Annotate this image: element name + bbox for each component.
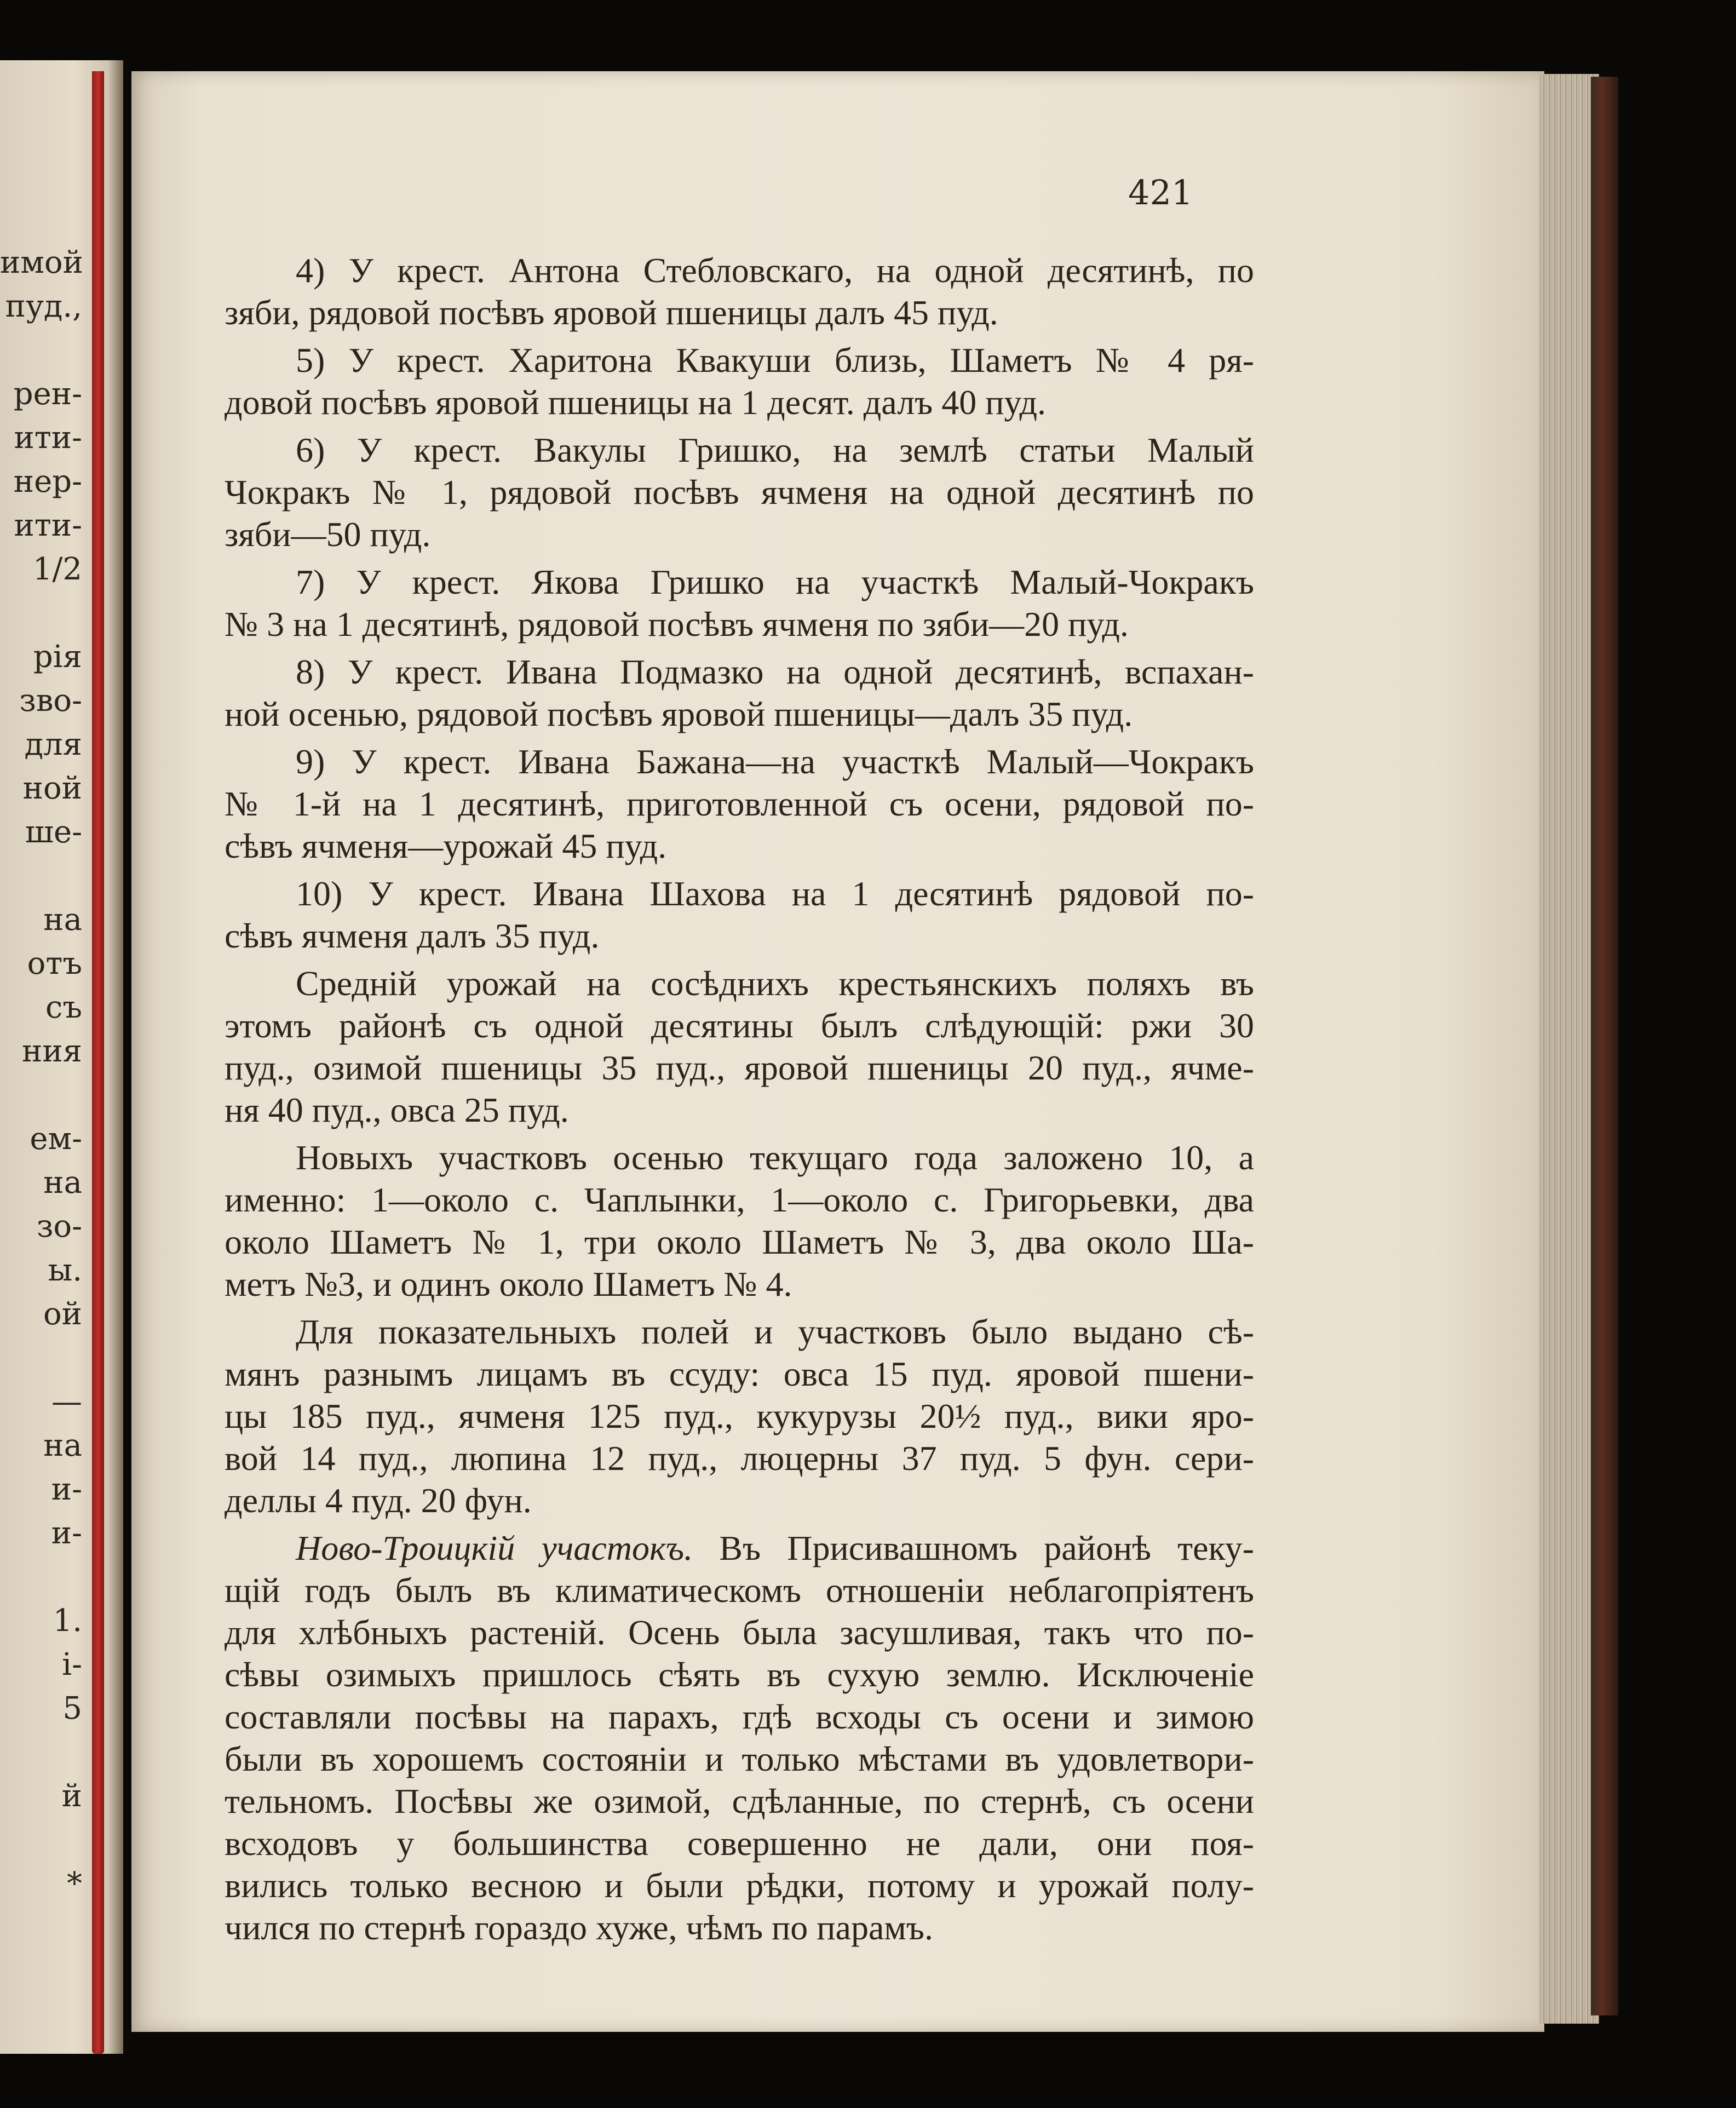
paragraph bbox=[225, 651, 1254, 735]
text-line: № 1-й на 1 десятинѣ, приготовленной съ осени, рядовой по- bbox=[225, 784, 1254, 823]
text-line: щій годъ былъ въ климатическомъ отношеніи неблагопріятенъ bbox=[225, 1571, 1254, 1610]
previous-page-fragment: 1/2 bbox=[32, 552, 82, 587]
text-line: около Шаметъ № 1, три около Шаметъ № 3, два около Ша- bbox=[225, 1222, 1254, 1261]
previous-page-fragment: нер- bbox=[13, 464, 82, 499]
previous-page-fragment: отъ bbox=[27, 946, 82, 981]
paragraph bbox=[225, 339, 1254, 423]
paragraph-gap bbox=[225, 1521, 1254, 1527]
text-line: именно: 1—около с. Чаплынки, 1—около с. Григорьевки, два bbox=[225, 1180, 1254, 1219]
previous-page-fragment: ной bbox=[22, 771, 82, 806]
text-line: были въ хорошемъ состояніи и только мѣстами въ удовлетвори- bbox=[225, 1739, 1254, 1778]
text-line: зяби, рядовой посѣвъ яровой пшеницы далъ 45 пуд. bbox=[225, 293, 998, 332]
previous-page-fragment bbox=[0, 1818, 82, 1862]
previous-page-fragment: ы. bbox=[48, 1253, 82, 1288]
previous-page-fragment: на bbox=[43, 1428, 82, 1463]
paragraph-gap bbox=[225, 555, 1254, 561]
previous-page-fragment: * bbox=[67, 1866, 82, 1902]
text-line: 4) У крест. Антона Стебловскаго, на одной десятинѣ, по bbox=[296, 251, 1254, 290]
text-line: вой 14 пуд., люпина 12 пуд., люцерны 37 пуд. 5 фун. сери- bbox=[225, 1439, 1254, 1478]
previous-page-fragment bbox=[0, 1336, 82, 1380]
text-line: Чокракъ № 1, рядовой посѣвъ ячменя на одной десятинѣ по bbox=[225, 473, 1254, 512]
previous-page-fragment: для bbox=[24, 727, 82, 762]
previous-page-fragment bbox=[0, 329, 82, 372]
book-cover-edge bbox=[1591, 77, 1618, 2015]
text-line: сѣвъ ячменя—урожай 45 пуд. bbox=[225, 826, 667, 865]
page-number: 421 bbox=[1128, 173, 1193, 212]
text-line: для хлѣбныхъ растеній. Осень была засушливая, такъ что по- bbox=[225, 1613, 1254, 1652]
previous-page-fragment: имой bbox=[0, 245, 83, 280]
text-line: составляли посѣвы на парахъ, гдѣ всходы съ осени и зимою bbox=[225, 1697, 1254, 1736]
paragraph-gap bbox=[225, 1131, 1254, 1136]
text-line: всходовъ у большинства совершенно не дали, они поя- bbox=[225, 1824, 1254, 1863]
previous-page-fragment: ити- bbox=[14, 508, 82, 543]
text-line: пуд., озимой пшеницы 35 пуд., яровой пшеницы 20 пуд., ячме- bbox=[225, 1048, 1254, 1087]
text-line: ной осенью, рядовой посѣвъ яровой пшеницы—далъ 35 пуд. bbox=[225, 694, 1133, 733]
previous-page-fragment bbox=[0, 854, 82, 898]
previous-page-fragment: на bbox=[43, 902, 82, 938]
text-line: довой посѣвъ яровой пшеницы на 1 десят. далъ 40 пуд. bbox=[225, 383, 1047, 422]
paragraph-gap bbox=[225, 735, 1254, 740]
page-text bbox=[225, 249, 1254, 1954]
previous-page-fragment: 1. bbox=[53, 1603, 82, 1639]
text-line: Новыхъ участковъ осенью текущаго года заложено 10, а bbox=[296, 1138, 1254, 1177]
previous-page-fragment: съ bbox=[45, 990, 82, 1025]
text-line: сѣвы озимыхъ пришлось сѣять въ сухую землю. Исключеніе bbox=[225, 1655, 1254, 1694]
previous-page-fragment: пуд., bbox=[5, 289, 82, 324]
text-line: 5) У крест. Харитона Квакуши близь, Шаметъ № 4 ря- bbox=[296, 341, 1254, 380]
paragraph bbox=[225, 872, 1254, 957]
previous-page-fragment: ем- bbox=[30, 1121, 82, 1157]
text-line: чился по стернѣ гораздо хуже, чѣмъ по парамъ. bbox=[225, 1908, 933, 1947]
text-line: 9) У крест. Ивана Бажана—на участкѣ Малый—Чокракъ bbox=[296, 742, 1254, 781]
paragraph bbox=[225, 740, 1254, 867]
paragraph-gap bbox=[225, 1949, 1254, 1954]
paragraph bbox=[225, 1527, 1254, 1949]
text-line: тельномъ. Посѣвы же озимой, сдѣланные, по стернѣ, съ осени bbox=[225, 1782, 1254, 1820]
text-line: Средній урожай на сосѣднихъ крестьянскихъ поляхъ въ bbox=[296, 964, 1254, 1003]
previous-page-fragment bbox=[0, 1731, 82, 1774]
text-line: метъ №3, и одинъ около Шаметъ № 4. bbox=[225, 1265, 792, 1303]
previous-page-fragment: ния bbox=[22, 1033, 82, 1069]
text-line: 7) У крест. Якова Гришко на участкѣ Малый-Чокракъ bbox=[296, 562, 1254, 601]
previous-page-fragment bbox=[0, 1555, 82, 1599]
text-line: 8) У крест. Ивана Подмазко на одной десятинѣ, вспахан- bbox=[296, 652, 1254, 691]
previous-page-fragment: и- bbox=[51, 1472, 82, 1507]
paragraph-gap bbox=[225, 645, 1254, 651]
previous-page-fragment bbox=[0, 591, 82, 635]
text-line: мянъ разнымъ лицамъ въ ссуду: овса 15 пуд. яровой пшени- bbox=[225, 1354, 1254, 1393]
previous-page-fragment: — bbox=[51, 1384, 82, 1420]
previous-page-fragment: зво- bbox=[19, 683, 82, 719]
previous-page-fragment: ити- bbox=[14, 420, 82, 456]
text-line: 10) У крест. Ивана Шахова на 1 десятинѣ рядовой по- bbox=[296, 874, 1254, 913]
text-line: этомъ районѣ съ одной десятины былъ слѣдующій: ржи 30 bbox=[225, 1006, 1254, 1045]
text-line: 6) У крест. Вакулы Гришко, на землѣ статьи Малый bbox=[296, 430, 1254, 469]
text-line: зяби—50 пуд. bbox=[225, 515, 431, 554]
paragraph-gap bbox=[225, 334, 1254, 339]
paragraph bbox=[225, 429, 1254, 555]
paragraph-gap bbox=[225, 1305, 1254, 1311]
text-line: цы 185 пуд., ячменя 125 пуд., кукурузы 20½ пуд., вики яро- bbox=[225, 1397, 1254, 1435]
page-stack-edge bbox=[1539, 74, 1599, 2024]
previous-page-fragment: 5 bbox=[62, 1691, 82, 1726]
text-line: вились только весною и были рѣдки, потому и урожай полу- bbox=[225, 1866, 1254, 1905]
previous-page-fragments bbox=[0, 241, 82, 1906]
text-line: ня 40 пуд., овса 25 пуд. bbox=[225, 1090, 569, 1129]
previous-page-fragment: й bbox=[61, 1778, 82, 1814]
text-line: деллы 4 пуд. 20 фун. bbox=[225, 1481, 532, 1520]
paragraph bbox=[225, 249, 1254, 334]
paragraph-gap bbox=[225, 957, 1254, 962]
paragraph bbox=[225, 962, 1254, 1131]
previous-page-fragment bbox=[0, 1073, 82, 1117]
text-line bbox=[225, 1527, 1254, 1569]
text-line: Для показательныхъ полей и участковъ было выдано сѣ- bbox=[296, 1312, 1254, 1351]
previous-page-fragment: рен- bbox=[13, 376, 82, 412]
previous-page-fragment: на bbox=[43, 1165, 82, 1201]
paragraph-gap bbox=[225, 867, 1254, 872]
previous-page-fragment: рія bbox=[33, 639, 82, 675]
paragraph bbox=[225, 561, 1254, 645]
text-line: сѣвъ ячменя далъ 35 пуд. bbox=[225, 916, 600, 955]
previous-page-fragment: и- bbox=[51, 1515, 82, 1551]
previous-page-fragment: i- bbox=[62, 1647, 82, 1682]
red-page-edge bbox=[92, 71, 104, 2054]
paragraph-gap bbox=[225, 423, 1254, 429]
previous-page-sliver bbox=[0, 60, 123, 2054]
section-heading: Ново-Троицкій участокъ. bbox=[296, 1529, 693, 1567]
paragraph bbox=[225, 1136, 1254, 1305]
text-run: Въ Присивашномъ районѣ теку- bbox=[693, 1529, 1255, 1567]
previous-page-fragment: ой bbox=[43, 1296, 82, 1332]
previous-page-fragment: ше- bbox=[25, 814, 82, 850]
text-line: № 3 на 1 десятинѣ, рядовой посѣвъ ячменя по зяби—20 пуд. bbox=[225, 605, 1129, 644]
previous-page-fragment: зо- bbox=[36, 1209, 82, 1244]
paragraph bbox=[225, 1311, 1254, 1521]
